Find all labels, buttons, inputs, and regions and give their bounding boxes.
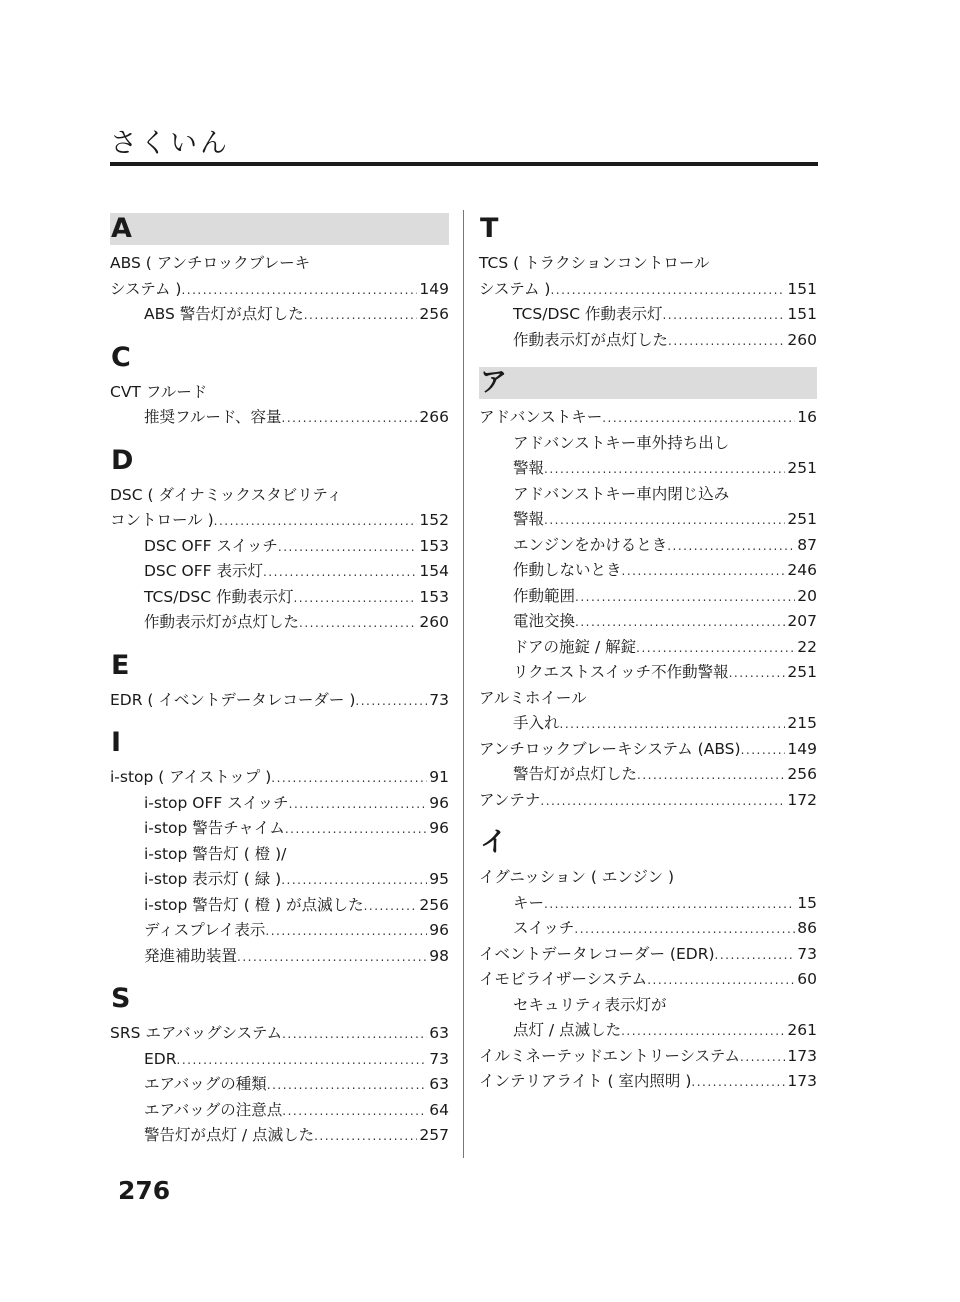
index-entry (479, 431, 817, 457)
dot-leader (282, 1099, 427, 1125)
dot-leader (282, 406, 418, 432)
index-entry (110, 508, 449, 534)
entry-text: エアバッグの種類 (144, 1075, 267, 1093)
index-entry (479, 711, 817, 737)
dot-leader (740, 1045, 785, 1071)
entry-page-number: 60 (797, 970, 817, 988)
entry-text: キー (513, 893, 545, 912)
entry-text: 作動範囲 (513, 586, 576, 605)
entry-page-number: 86 (797, 919, 817, 937)
entry-page-number: 260 (787, 330, 817, 349)
entry-page-number: 96 (429, 921, 449, 939)
section-heading: S (111, 983, 131, 1014)
entry-text: EDR (144, 1049, 177, 1068)
entry-text: ディスプレイ表示 (144, 921, 266, 939)
index-entry (110, 791, 449, 817)
entry-text: DSC OFF 表示灯 (144, 562, 263, 580)
dot-leader (715, 943, 796, 969)
index-entry (110, 534, 449, 560)
index-entry (110, 765, 449, 791)
column-divider (463, 210, 464, 1158)
entry-text: DSC ( ダイナミックスタビリティ (110, 485, 343, 504)
entry-page-number: 95 (429, 870, 449, 888)
entry-text: 警告灯が点灯した (513, 765, 638, 783)
entry-text: 点灯 / 点滅した (513, 1021, 622, 1039)
index-entry (479, 482, 817, 508)
entry-page-number: 64 (429, 1100, 449, 1119)
index-entry (110, 483, 449, 509)
entry-page-number: 149 (787, 739, 817, 758)
index-entry (110, 610, 449, 636)
dot-leader (691, 1070, 785, 1096)
index-entry (479, 967, 817, 993)
dot-leader (271, 766, 427, 792)
entry-page-number: 251 (787, 663, 817, 681)
index-entry (110, 1047, 449, 1073)
entry-page-number: 215 (787, 714, 817, 732)
index-entry (479, 302, 817, 328)
entry-text: スイッチ (513, 919, 575, 937)
dot-leader (575, 610, 785, 636)
dot-leader (668, 329, 785, 355)
entry-text: TCS/DSC 作動表示灯 (513, 305, 663, 323)
entry-page-number: 154 (419, 562, 449, 580)
dot-leader (289, 792, 428, 818)
dot-leader (314, 1124, 417, 1150)
entry-text: イモビライザーシステム (479, 970, 648, 988)
index-entry (110, 277, 449, 303)
entry-page-number: 149 (419, 279, 449, 298)
entry-text: アンチロックブレーキシステム (ABS) (479, 739, 741, 758)
entry-text: ABS ( アンチロックブレーキ (110, 254, 311, 272)
section-heading: C (111, 341, 131, 373)
title-rule (110, 162, 818, 166)
index-entry (110, 1021, 449, 1047)
entry-page-number: 15 (797, 893, 817, 912)
entry-text: システム ) (110, 279, 182, 298)
entry-text: イグニッション ( エンジン ) (479, 868, 675, 886)
index-entry (110, 559, 449, 585)
entry-page-number: 153 (419, 587, 449, 606)
section-heading: I (111, 727, 122, 758)
entry-text: 作動表示灯が点灯した (144, 613, 300, 631)
dot-leader (267, 1073, 428, 1099)
dot-leader (237, 945, 427, 971)
dot-leader (575, 585, 795, 611)
entry-page-number: 173 (787, 1072, 817, 1090)
entry-text: i-stop OFF スイッチ (144, 793, 289, 812)
entry-text: CVT フルード (110, 382, 208, 401)
entry-page-number: 151 (787, 305, 817, 323)
dot-leader (550, 278, 785, 304)
dot-leader (647, 968, 795, 994)
dot-leader (282, 1022, 427, 1048)
entry-page-number: 251 (787, 459, 817, 477)
entry-page-number: 153 (419, 536, 449, 555)
dot-leader (544, 892, 795, 918)
entry-page-number: 251 (787, 510, 817, 528)
index-entry (479, 635, 817, 661)
index-entry (479, 686, 817, 712)
section-heading: イ (480, 827, 507, 858)
index-entry (479, 737, 817, 763)
index-entry (479, 277, 817, 303)
index-entry (110, 842, 449, 868)
entry-text: ABS 警告灯が点灯した (144, 305, 304, 323)
entry-text: インテリアライト ( 室内照明 ) (479, 1072, 692, 1090)
section-heading: A (110, 213, 449, 245)
index-entry (479, 762, 817, 788)
index-entry (110, 918, 449, 944)
entry-page-number: 257 (419, 1126, 449, 1144)
index-entry (479, 251, 817, 277)
entry-page-number: 256 (419, 305, 449, 323)
entry-page-number: 261 (787, 1021, 817, 1039)
entry-text: アドバンストキー (479, 408, 603, 426)
entry-text: i-stop 警告灯 ( 橙 )/ (144, 844, 287, 863)
index-entry (110, 1123, 449, 1149)
index-entry (110, 944, 449, 970)
entry-page-number: 20 (797, 586, 817, 605)
entry-page-number: 96 (429, 819, 449, 837)
entry-page-number: 207 (787, 612, 817, 630)
index-entry (479, 660, 817, 686)
index-entry (110, 251, 449, 277)
index-entry (110, 585, 449, 611)
index-entry (110, 867, 449, 893)
entry-text: アドバンストキー車内閉じ込み (513, 484, 730, 503)
index-entry (110, 302, 449, 328)
dot-leader (364, 894, 418, 920)
dot-leader (560, 712, 786, 738)
dot-leader (304, 303, 418, 329)
dot-leader (602, 406, 795, 432)
entry-page-number: 246 (787, 561, 817, 579)
entry-page-number: 173 (787, 1046, 817, 1065)
entry-text: i-stop 警告灯 ( 橙 ) が点滅した (144, 895, 364, 914)
entry-page-number: 63 (429, 1024, 449, 1042)
entry-text: 警報 (513, 510, 545, 528)
entry-text: アンテナ (479, 790, 541, 809)
dot-leader (265, 919, 427, 945)
entry-page-number: 152 (419, 511, 449, 529)
entry-page-number: 256 (419, 895, 449, 914)
dot-leader (622, 559, 786, 585)
index-entry (479, 942, 817, 968)
entry-text: EDR ( イベントデータレコーダー ) (110, 690, 356, 709)
page-title: さくいん (110, 128, 230, 159)
entry-page-number: 98 (429, 946, 449, 965)
page-number: 276 (118, 1176, 171, 1205)
dot-leader (214, 509, 418, 535)
entry-text: アルミホイール (479, 688, 587, 707)
dot-leader (355, 689, 427, 715)
entry-text: 手入れ (513, 714, 560, 732)
entry-page-number: 91 (429, 768, 449, 786)
entry-text: 電池交換 (513, 612, 576, 630)
dot-leader (637, 763, 785, 789)
dot-leader (263, 560, 417, 586)
dot-leader (574, 917, 795, 943)
entry-text: SRS エアバッグシステム (110, 1024, 283, 1042)
section-heading: D (111, 444, 134, 476)
entry-text: コントロール ) (110, 511, 214, 529)
entry-page-number: 172 (787, 790, 817, 809)
index-entry (479, 993, 817, 1019)
entry-page-number: 151 (787, 279, 817, 298)
entry-page-number: 73 (797, 944, 817, 963)
entry-text: ドアの施錠 / 解錠 (513, 637, 637, 656)
entry-page-number: 22 (797, 637, 817, 656)
entry-text: エアバッグの注意点 (144, 1100, 283, 1119)
entry-page-number: 87 (797, 535, 817, 554)
dot-leader (299, 611, 417, 637)
index-entry (110, 405, 449, 431)
section-heading: E (111, 649, 130, 681)
index-entry (479, 328, 817, 354)
entry-page-number: 256 (787, 765, 817, 783)
entry-text: 警報 (513, 459, 545, 477)
entry-text: TCS ( トラクションコントロール (479, 254, 710, 272)
index-entry (110, 1098, 449, 1124)
dot-leader (293, 586, 417, 612)
dot-leader (662, 303, 785, 329)
index-column-left (110, 213, 449, 1149)
entry-text: システム ) (479, 279, 551, 298)
entry-page-number: 73 (429, 1049, 449, 1068)
entry-text: i-stop 警告チャイム (144, 819, 285, 837)
entry-text: イルミネーテッドエントリーシステム (479, 1046, 741, 1065)
index-entry (479, 456, 817, 482)
entry-page-number: 63 (429, 1075, 449, 1093)
index-entry (479, 865, 817, 891)
entry-text: イベントデータレコーダー (EDR) (479, 944, 715, 963)
index-entry (110, 1072, 449, 1098)
index-entry (110, 380, 449, 406)
dot-leader (278, 535, 418, 561)
index-entry (479, 1044, 817, 1070)
entry-text: リクエストスイッチ不作動警報 (513, 663, 729, 681)
index-entry (110, 816, 449, 842)
dot-leader (667, 534, 795, 560)
entry-page-number: 96 (429, 793, 449, 812)
index-entry (479, 1018, 817, 1044)
entry-page-number: 16 (797, 408, 817, 426)
dot-leader (540, 789, 785, 815)
dot-leader (636, 636, 795, 662)
entry-page-number: 260 (419, 613, 449, 631)
dot-leader (729, 661, 786, 687)
index-entry (110, 893, 449, 919)
index-entry (479, 916, 817, 942)
index-column-right (479, 213, 817, 1095)
dot-leader (544, 508, 785, 534)
dot-leader (285, 817, 427, 843)
index-entry (479, 1069, 817, 1095)
entry-text: 警告灯が点灯 / 点滅した (144, 1126, 315, 1144)
section-heading: T (480, 213, 499, 244)
dot-leader (181, 278, 417, 304)
index-entry (479, 507, 817, 533)
index-entry (479, 788, 817, 814)
entry-text: 発進補助装置 (144, 946, 238, 965)
dot-leader (177, 1048, 428, 1074)
entry-page-number: 73 (429, 690, 449, 709)
dot-leader (741, 738, 786, 764)
index-entry (479, 558, 817, 584)
index-entry (479, 584, 817, 610)
entry-text: アドバンストキー車外持ち出し (513, 433, 730, 452)
entry-page-number: 266 (419, 408, 449, 426)
index-entry (479, 891, 817, 917)
entry-text: i-stop ( アイストップ ) (110, 768, 272, 786)
index-entry (479, 609, 817, 635)
index-entry (479, 533, 817, 559)
dot-leader (544, 457, 785, 483)
index-entry (479, 405, 817, 431)
dot-leader (621, 1019, 785, 1045)
entry-text: 推奨フルード、容量 (144, 408, 282, 426)
entry-text: セキュリティ表示灯が (513, 995, 667, 1014)
entry-text: 作動しないとき (513, 561, 622, 579)
section-heading: ア (479, 367, 817, 399)
entry-text: 作動表示灯が点灯した (513, 330, 669, 349)
entry-text: エンジンをかけるとき (513, 535, 668, 554)
entry-text: TCS/DSC 作動表示灯 (144, 587, 294, 606)
index-entry (110, 688, 449, 714)
entry-text: i-stop 表示灯 ( 緑 ) (144, 870, 282, 888)
entry-text: DSC OFF スイッチ (144, 536, 278, 555)
dot-leader (281, 868, 427, 894)
